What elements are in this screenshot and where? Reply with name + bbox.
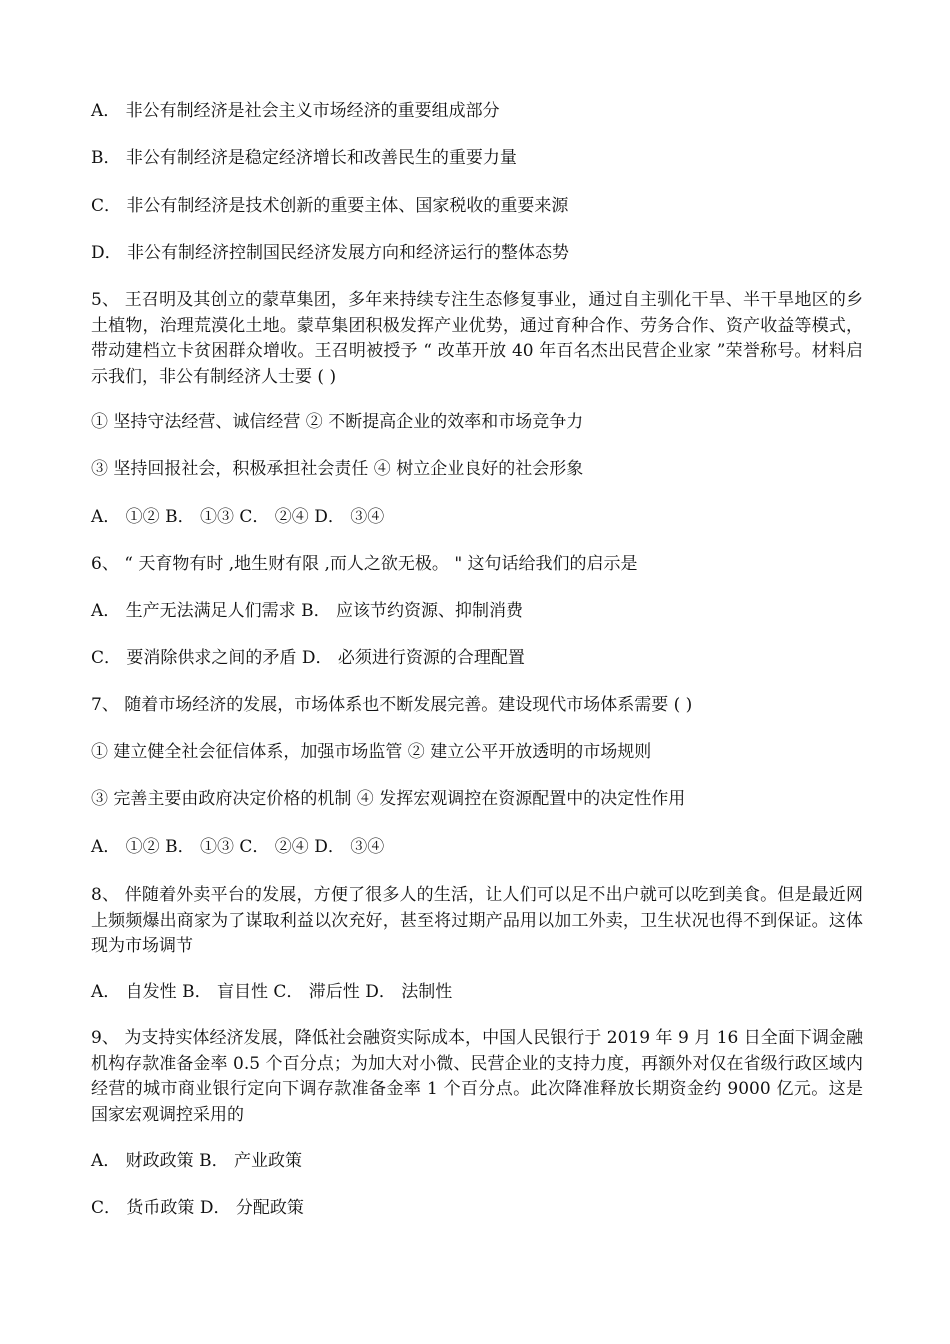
question-6-options-2: C． 要消除供求之间的矛盾 D． 必须进行资源的合理配置 (91, 648, 525, 668)
question-5-stem: 5、 王召明及其创立的蒙草集团，多年来持续专注生态修复事业，通过自主驯化干旱、半干旱地区的乡土植物，治理荒漠化土地。蒙草集团积极发挥产业优势，通过育种合作、劳务合作、资产收益等模式，带动建档立卡贫困群众增收。王召明被授予 “ 改革开放 40 年百名杰出民营企业家 ”荣誉称号。材料启示我们，非公有制经济人士要 ( ) (91, 290, 863, 387)
question-9-options-2: C． 货币政策 D． 分配政策 (91, 1198, 304, 1218)
option-d-line: D． 非公有制经济控制国民经济发展方向和经济运行的整体态势 (91, 243, 570, 263)
question-9-stem: 9、 为支持实体经济发展，降低社会融资实际成本，中国人民银行于 2019 年 9 月 16 日全面下调金融机构存款准备金率 0.5 个百分点；为加大对小微、民营企业的支持力度，再额外对仅在省级行政区域内经营的城市商业银行定向下调存款准备金率 1 个百分点。此次降准释放长期资金约 9000 亿元。这是国家宏观调控采用的 (91, 1028, 863, 1125)
question-5-options: A． ①② B． ①③ C． ②④ D． ③④ (91, 507, 385, 527)
question-6-options-1: A． 生产无法满足人们需求 B． 应该节约资源、抑制消费 (91, 601, 523, 621)
question-7-statements-1: ① 建立健全社会征信体系，加强市场监管 ② 建立公平开放透明的市场规则 (91, 742, 652, 762)
question-7-statements-2: ③ 完善主要由政府决定价格的机制 ④ 发挥宏观调控在资源配置中的决定性作用 (91, 789, 686, 809)
option-a-line: A． 非公有制经济是社会主义市场经济的重要组成部分 (91, 101, 500, 121)
option-c-line: C． 非公有制经济是技术创新的重要主体、国家税收的重要来源 (91, 196, 569, 216)
question-6-stem: 6、 “ 天育物有时 ,地生财有限 ,而人之欲无极。 " 这句话给我们的启示是 (91, 554, 638, 574)
question-9-options-1: A． 财政政策 B． 产业政策 (91, 1151, 302, 1171)
question-5-statements-1: ① 坚持守法经营、诚信经营 ② 不断提高企业的效率和市场竞争力 (91, 412, 584, 432)
question-8-stem: 8、 伴随着外卖平台的发展，方便了很多人的生活，让人们可以足不出户就可以吃到美食。但是最近网上频频爆出商家为了谋取利益以次充好，甚至将过期产品用以加工外卖，卫生状况也得不到保证。这体现为市场调节 (91, 885, 863, 956)
question-7-stem: 7、 随着市场经济的发展，市场体系也不断发展完善。建设现代市场体系需要 ( ) (91, 695, 693, 715)
question-7-options: A． ①② B． ①③ C． ②④ D． ③④ (91, 837, 385, 857)
question-5-statements-2: ③ 坚持回报社会，积极承担社会责任 ④ 树立企业良好的社会形象 (91, 459, 584, 479)
question-8-options: A． 自发性 B． 盲目性 C． 滞后性 D． 法制性 (91, 982, 453, 1002)
option-b-line: B． 非公有制经济是稳定经济增长和改善民生的重要力量 (91, 148, 517, 168)
